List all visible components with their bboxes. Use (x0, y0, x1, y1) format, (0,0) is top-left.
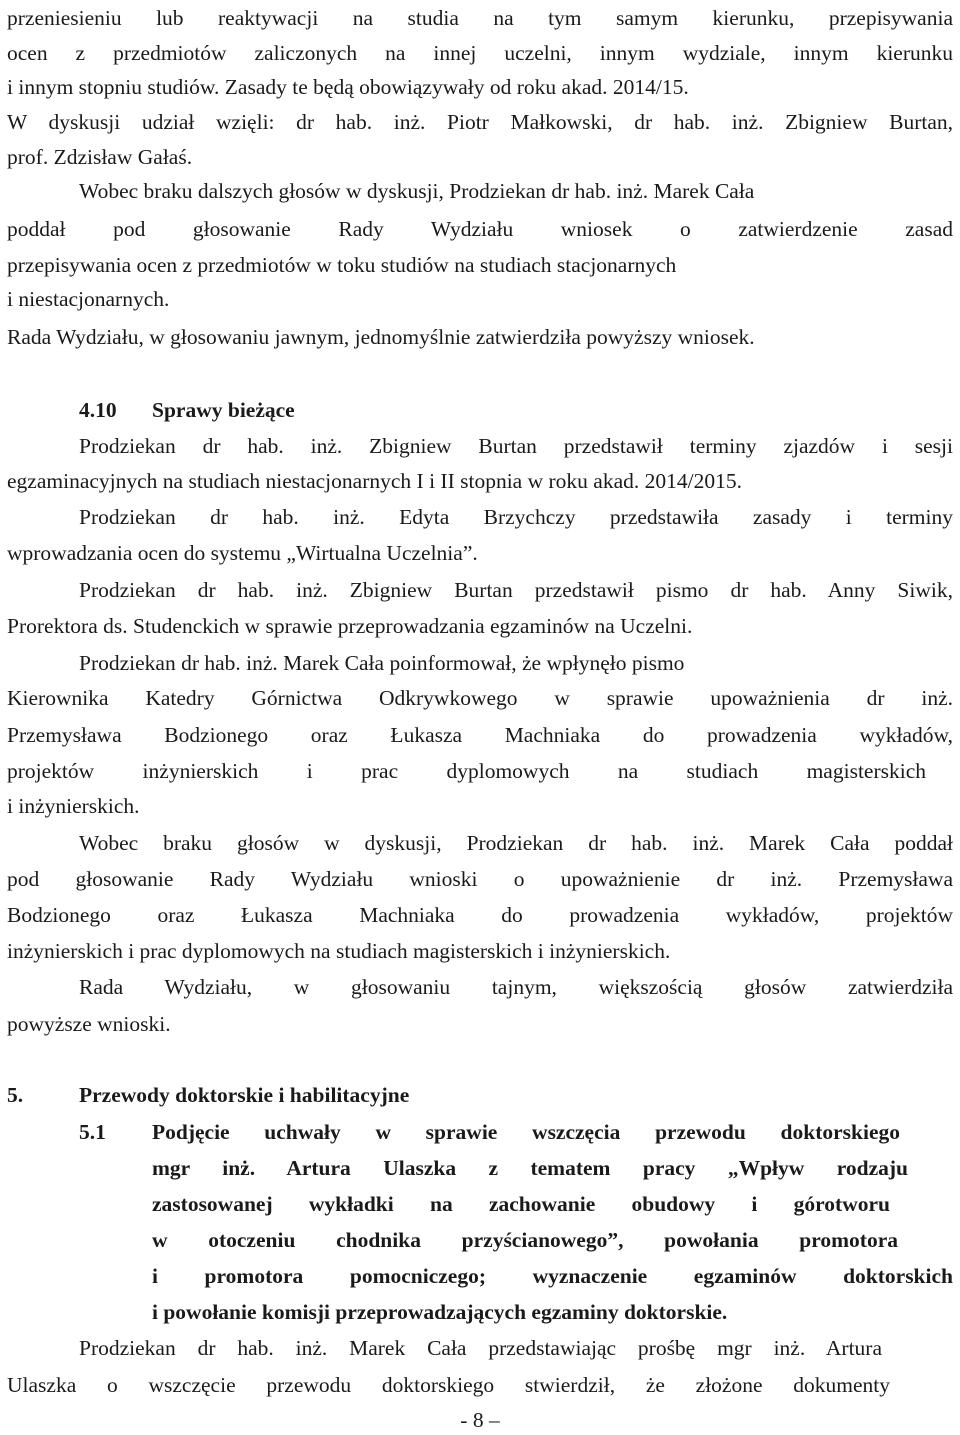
paragraph-line: i niestacjonarnych. (7, 287, 170, 311)
section-number: 4.10 (79, 398, 117, 422)
paragraph-line: Rada Wydziału, w głosowaniu jawnym, jednomyślnie zatwierdziła powyższy wniosek. (7, 325, 755, 349)
paragraph-line: prof. Zdzisław Gałaś. (7, 145, 193, 169)
section-number: 5. (7, 1083, 24, 1107)
paragraph-line: Prorektora ds. Studenckich w sprawie przeprowadzania egzaminów na Uczelni. (7, 614, 693, 638)
paragraph-line: przepisywania ocen z przedmiotów w toku studiów na studiach stacjonarnych (7, 253, 677, 277)
paragraph-line: i inżynierskich. (7, 794, 140, 818)
paragraph-line: Prodziekan dr hab. inż. Zbigniew Burtan przedstawił pismo dr hab. Anny Siwik, (79, 578, 953, 602)
subsection-heading: Podjęcie uchwały w sprawie wszczęcia przewodu doktorskiego (152, 1120, 900, 1144)
paragraph-line: W dyskusji udział wzięli: dr hab. inż. Piotr Małkowski, dr hab. inż. Zbigniew Burtan, (7, 110, 953, 134)
paragraph-line: Prodziekan dr hab. inż. Edyta Brzychczy przedstawiła zasady i terminy (79, 505, 953, 529)
paragraph-line: Wobec braku głosów w dyskusji, Prodziekan dr hab. inż. Marek Cała poddał (79, 831, 953, 855)
paragraph-line: inżynierskich i prac dyplomowych na studiach magisterskich i inżynierskich. (7, 939, 671, 963)
paragraph-line: powyższe wnioski. (7, 1012, 171, 1036)
paragraph-line: poddał pod głosowanie Rady Wydziału wniosek o zatwierdzenie zasad (7, 217, 953, 241)
paragraph-line: i innym stopniu studiów. Zasady te będą obowiązywały od roku akad. 2014/15. (7, 75, 689, 99)
paragraph-line: Kierownika Katedry Górnictwa Odkrywkowego w sprawie upoważnienia dr inż. (7, 686, 953, 710)
paragraph-line: Prodziekan dr hab. inż. Marek Cała przedstawiając prośbę mgr inż. Artura (79, 1336, 882, 1360)
subsection-heading-line: mgr inż. Artura Ulaszka z tematem pracy „Wpływ rodzaju (152, 1156, 908, 1180)
subsection-heading-line: w otoczeniu chodnika przyścianowego”, powołania promotora (152, 1228, 898, 1252)
subsection-heading-line: i promotora pomocniczego; wyznaczenie egzaminów doktorskich (152, 1264, 953, 1288)
paragraph-line: pod głosowanie Rady Wydziału wnioski o upoważnienie dr inż. Przemysława (7, 867, 953, 891)
paragraph-line: Bodzionego oraz Łukasza Machniaka do prowadzenia wykładów, projektów (7, 903, 953, 927)
paragraph-line: Prodziekan dr hab. inż. Zbigniew Burtan przedstawił terminy zjazdów i sesji (79, 434, 953, 458)
page-number: - 8 – (460, 1408, 500, 1432)
paragraph-line: Rada Wydziału, w głosowaniu tajnym, większością głosów zatwierdziła (79, 975, 953, 999)
subsection-heading-line: zastosowanej wykładki na zachowanie obudowy i górotworu (152, 1192, 890, 1216)
paragraph-line: Przemysława Bodzionego oraz Łukasza Machniaka do prowadzenia wykładów, (7, 723, 953, 747)
paragraph-line: przeniesieniu lub reaktywacji na studia na tym samym kierunku, przepisywania (7, 6, 953, 30)
paragraph-line: projektów inżynierskich i prac dyplomowych na studiach magisterskich (7, 759, 926, 783)
subsection-number: 5.1 (79, 1120, 106, 1144)
paragraph-line: Prodziekan dr hab. inż. Marek Cała poinformował, że wpłynęło pismo (79, 651, 685, 675)
paragraph-line: Ulaszka o wszczęcie przewodu doktorskiego stwierdził, że złożone dokumenty (7, 1373, 890, 1397)
paragraph-line: wprowadzania ocen do systemu „Wirtualna Uczelnia”. (7, 541, 478, 565)
paragraph-line: Wobec braku dalszych głosów w dyskusji, Prodziekan dr hab. inż. Marek Cała (79, 179, 755, 203)
paragraph-line: egzaminacyjnych na studiach niestacjonarnych I i II stopnia w roku akad. 2014/2015. (7, 469, 742, 493)
section-heading: Przewody doktorskie i habilitacyjne (79, 1083, 410, 1107)
subsection-heading-line: i powołanie komisji przeprowadzających egzaminy doktorskie. (152, 1300, 728, 1324)
section-heading: Sprawy bieżące (152, 398, 295, 422)
paragraph-line: ocen z przedmiotów zaliczonych na innej uczelni, innym wydziale, innym kierunku (7, 41, 953, 65)
